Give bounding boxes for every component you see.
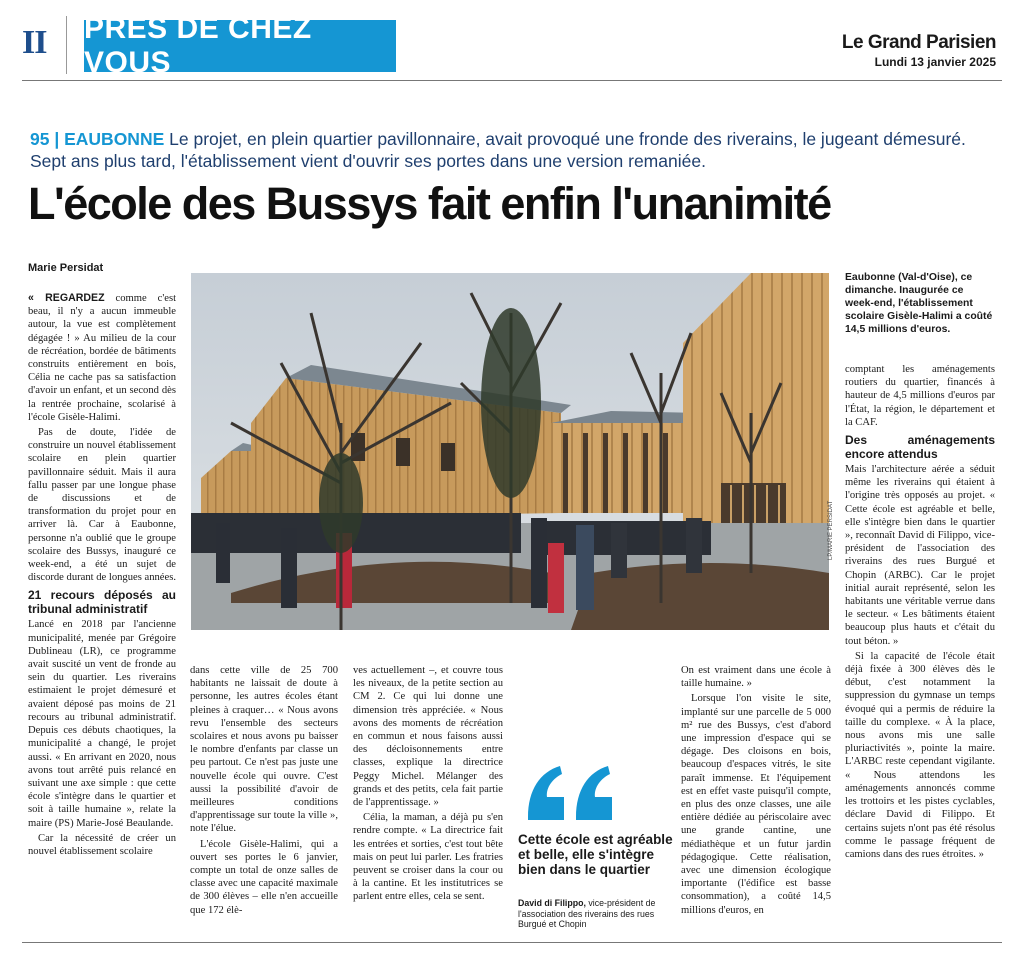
- paragraph-text: comme c'est beau, il n'y a aucun immeuble autour, la vue est complètement dégagée ! » Au milieu de la cour de récréation, bordée de bâtiments construits entièrement en bois, Célia ne cache pas sa satisfaction d'avoir un enfant, et un second dès la rentrée prochaine, scolarisé à l'école Gisèle-Halimi.: [28, 293, 177, 423]
- text-column-2: [190, 664, 338, 919]
- quote-author-role: vice-président de l'association des riverains des rues Burgué et Chopin: [518, 898, 656, 929]
- paragraph: L'école Gisèle-Halimi, qui a ouvert ses portes le 6 janvier, compte un total de onze salles de classe avec une capacité maximale de 300 élèves – elle n'en accueille que 172 élè-: [190, 838, 338, 916]
- paragraph: Mais l'architecture aérée a séduit même les riverains qui étaient à l'origine très opposés au projet. « Cette école est agréable et belle, elle s'intègre bien dans le quartier », reconnaît David di Filippo, vice-président de l'association des riverains des rues Burgué et Chopin (ARBC). Car le projet initial aurait représenté, selon les habitants une véritable verrue dans le secteur. « Les bâtiments étaient beaucoup plus hauts et c'était du tout béton. »: [845, 464, 995, 647]
- header-divider: [66, 16, 67, 74]
- paragraph: Car la nécessité de créer un nouvel établissement scolaire: [28, 832, 176, 857]
- location-separator: |: [54, 129, 65, 149]
- paragraph: Pas de doute, l'idée de construire un nouvel établissement scolaire en plein quartier pavillonnaire séduit. Mais il aura fallu passer par une longue phase de discussions et de transformation du projet pour en arriver là. Car à Eaubonne, personne n'a oublié que le groupe scolaire des Bussys, inauguré ce week-end, a été un sujet de discorde durant de longues années.: [28, 427, 176, 584]
- lead-in: « REGARDEZ: [28, 292, 105, 304]
- department-number: 95: [30, 129, 50, 149]
- photo-credit: LP/MARIE PERSIDAT: [828, 500, 834, 560]
- paragraph: Si la capacité de l'école était déjà fixée à 300 élèves dès le début, c'est notamment la suppression du gymnase un temps évoqué qui a permis de réduire la taille du complexe. « À la place, nous avons mis une salle pluriactivités », pointe la maire. L'ARBC reste cependant vigilante. « Nous attendons les aménagements annoncés comme les trottoirs et les pistes cyclables, déclare David di Filippo. Et certains sujets n'ont pas été résolus comme le passage fréquent de camions dans des rues étroites. »: [845, 650, 995, 860]
- author-byline: Marie Persidat: [28, 262, 104, 274]
- school-photo: [191, 273, 829, 630]
- issue-date: Lundi 13 janvier 2025: [874, 55, 996, 69]
- text-column-3: [353, 664, 503, 906]
- paragraph: dans cette ville de 25 700 habitants ne laissait de doute à personne, les autres écoles étant pleines à craquer… « Nous avons revu l'ensemble des secteurs scolaires et nous avons pu baisser le nombre d'enfants par classe un peu partout. Ce n'est pas juste une nouvelle école qui ouvre. C'est aussi la possibilité d'avoir de meilleures conditions d'apprentissage sur toute la ville », note l'élue.: [190, 665, 338, 835]
- quote-author: David di Filippo,: [518, 898, 586, 908]
- page-marker: II: [22, 24, 47, 61]
- footer-rule: [22, 942, 1002, 943]
- quote-marks-icon: [520, 762, 620, 824]
- paragraph: On est vraiment dans une école à taille humaine. »: [681, 665, 831, 690]
- paragraph: ves actuellement –, et couvre tous les niveaux, de la petite section au CM 2. Ce qui lui donne une dimension très appréciée. « Nous avons des moments de récréation en commun et nous faisons aussi des décloisonnements entre classes, explique la directrice Peggy Michel. Mélanger des grands et des petits, cela fait partie de l'apprentissage. »: [353, 665, 503, 809]
- photo-caption: Eaubonne (Val-d'Oise), ce dimanche. Inaugurée ce week-end, l'établissement scolaire Gisèle-Halimi a coûté 14,5 millions d'euros.: [845, 272, 993, 335]
- subheading: Des aménagements encore attendus: [845, 433, 995, 462]
- section-rubric: PRÈS DE CHEZ VOUS: [84, 20, 396, 72]
- text-column-1: [28, 292, 176, 860]
- header-rule: [22, 80, 1002, 81]
- pull-quote: Cette école est agréable et belle, elle s'intègre bien dans le quartier: [518, 832, 673, 877]
- paragraph: Lorsque l'on visite le site, implanté sur une parcelle de 5 000 m² rue des Bussys, c'est d'abord une impression d'espace qui se dégage. Des cloisons en bois, beaucoup d'espaces vitrés, le site paraît immense. Et l'équipement est en effet vaste puisqu'il compte, en plus des onze classes, une aile entière dédiée au périscolaire avec une grande cantine, une médiathèque et un futur jardin pédagogique. Cette réalisation, avec une dimension écologique importante (l'édifice est basse consommation), a coûté 14,5 millions d'euros, en: [681, 693, 831, 916]
- paragraph: [28, 292, 176, 424]
- paragraph: comptant les aménagements routiers du quartier, financés à hauteur de 4,5 millions d'euros par l'État, la région, le département et la CAF.: [845, 364, 995, 428]
- quote-attribution: [518, 898, 680, 930]
- newspaper-masthead: Le Grand Parisien: [841, 32, 996, 53]
- subheading: 21 recours déposés au tribunal administratif: [28, 588, 176, 617]
- paragraph: Lancé en 2018 par l'ancienne municipalité, menée par Grégoire Dublineau (LR), ce programme avait suscité un vent de fronde au sein du quartier. Les riverains estimaient le projet démesuré et avaient déposé pas moins de 21 recours au tribunal administratif. Depuis ces débuts chaotiques, la municipalité a changé, le projet aussi. « En arrivant en 2020, nous avons tout arrêté puis relancé en suivant une axe simple : que cette école s'intègre dans le quartier et soit à taille humaine », relate la maire (PS) Marie-José Beaulande.: [28, 619, 176, 829]
- city-name: EAUBONNE: [64, 129, 165, 149]
- headline: L'école des Bussys fait enfin l'unanimité: [28, 178, 831, 229]
- chapo-text: Le projet, en plein quartier pavillonnaire, avait provoqué une fronde des riverains, le jugeant démesuré. Sept ans plus tard, l'établissement vient d'ouvrir ses portes dans une version remaniée.: [30, 129, 966, 171]
- text-column-5: [845, 363, 995, 863]
- article-chapo: [30, 128, 1005, 172]
- text-column-4: [681, 664, 831, 919]
- paragraph: Célia, la maman, a déjà pu s'en rendre compte. « La directrice fait les entrées et sorties, c'est tout bête mais on peut lui parler. Les fratries peuvent se croiser dans la cour ou à la cantine. Et les institutrices se parlent entre elles, cela se sent.: [353, 812, 503, 903]
- photo-illustration: [191, 273, 829, 630]
